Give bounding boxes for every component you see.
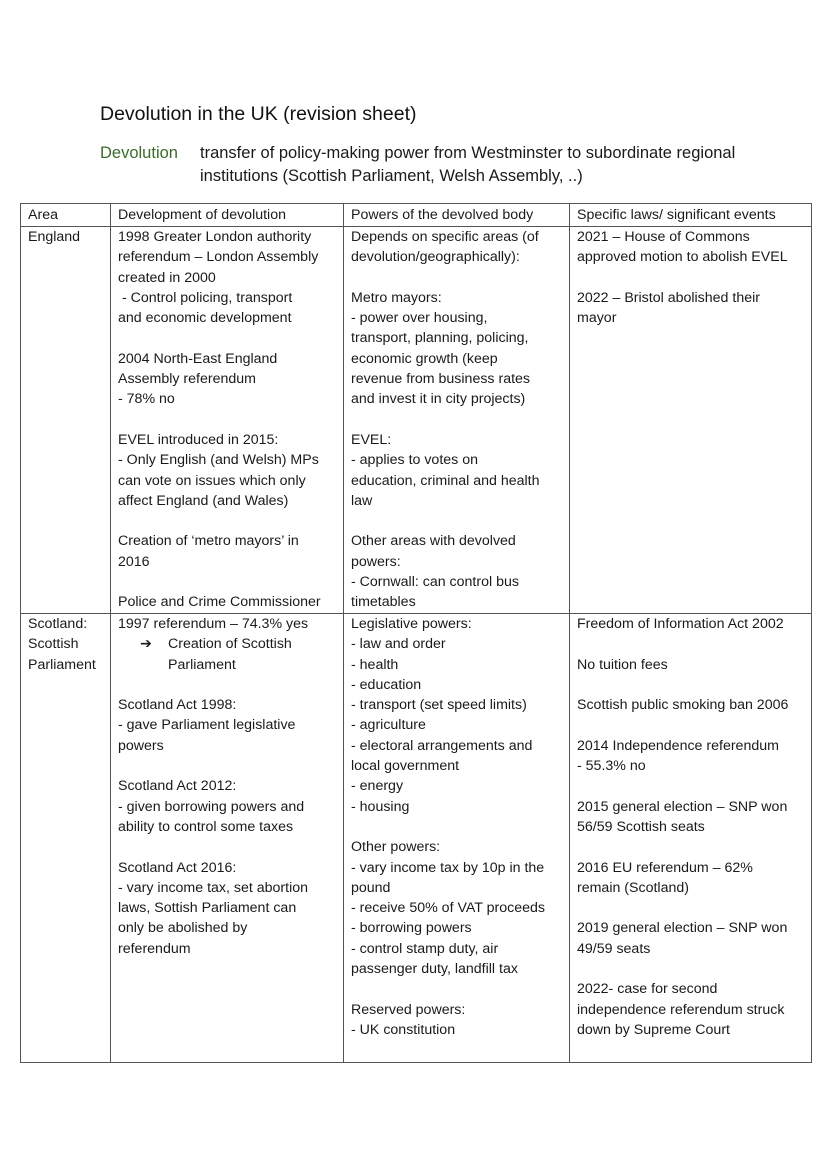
text-line: economic growth (keep	[351, 350, 498, 367]
text-line: Assembly referendum	[118, 371, 256, 388]
development-intro: 1997 referendum – 74.3% yes	[118, 616, 309, 632]
text-line: 2021 – House of Commons	[577, 229, 750, 245]
header-development: Development of devolution	[111, 204, 344, 227]
right-arrow-icon: ➔	[140, 636, 152, 653]
text-line: education, criminal and health	[351, 472, 540, 489]
text-line	[577, 715, 807, 735]
text-line: - 55.3% no	[577, 758, 646, 775]
text-line	[577, 776, 807, 796]
text-line: approved motion to abolish EVEL	[577, 249, 788, 266]
text-line: - control stamp duty, air	[351, 940, 499, 957]
text-line: local government	[351, 758, 460, 775]
text-line	[118, 328, 339, 348]
text-line: Creation of Scottish	[168, 636, 292, 653]
text-line: Other areas with devolved	[351, 533, 516, 550]
text-line: 1998 Greater London authority	[118, 229, 312, 245]
text-line: mayor	[577, 310, 617, 327]
text-line: law	[351, 492, 373, 509]
table-row-england	[21, 227, 812, 614]
header-events: Specific laws/ significant events	[570, 204, 812, 227]
table-row-scotland	[21, 614, 812, 1063]
text-line: - Cornwall: can control bus	[351, 574, 519, 591]
text-line: - gave Parliament legislative	[118, 717, 296, 734]
text-line: Legislative powers:	[351, 616, 472, 632]
text-line: Metro mayors:	[351, 289, 442, 306]
text-line	[577, 837, 807, 857]
text-line: independence referendum struck	[577, 1001, 785, 1018]
cell-area	[21, 227, 111, 614]
text-line: - power over housing,	[351, 310, 488, 327]
cell-development	[111, 614, 344, 1063]
text-line	[118, 511, 339, 531]
text-line: - energy	[351, 778, 404, 795]
text-line	[351, 979, 565, 999]
text-line	[118, 572, 339, 592]
text-line: - 78% no	[118, 391, 175, 408]
text-line: Scotland Act 2012:	[118, 778, 237, 795]
text-line: - electoral arrangements and	[351, 737, 533, 754]
text-line: Creation of ‘metro mayors’ in	[118, 533, 299, 550]
text-line: passenger duty, landfill tax	[351, 961, 518, 978]
text-line	[577, 675, 807, 695]
header-powers: Powers of the devolved body	[344, 204, 570, 227]
arrow-bullet	[118, 634, 339, 675]
text-line: Parliament	[168, 656, 236, 673]
text-line: 2022 – Bristol abolished their	[577, 289, 760, 306]
text-line: down by Supreme Court	[577, 1021, 730, 1038]
text-line: England	[28, 229, 81, 245]
text-line: remain (Scotland)	[577, 879, 689, 896]
text-line: Other powers:	[351, 839, 441, 856]
text-line: 2022- case for second	[577, 981, 718, 998]
cell-powers	[344, 227, 570, 614]
text-line: Scotland Act 1998:	[118, 697, 237, 714]
arrow-bullet-text	[168, 634, 292, 675]
cell-development	[111, 227, 344, 614]
text-line: - housing	[351, 798, 410, 815]
text-line: Scotland Act 2016:	[118, 859, 237, 876]
text-line	[118, 756, 339, 776]
text-line: 2016	[118, 553, 150, 570]
revision-table	[20, 203, 812, 1063]
text-line	[351, 817, 565, 837]
text-line: - education	[351, 676, 422, 693]
text-line: EVEL introduced in 2015:	[118, 431, 279, 448]
text-line: Scottish	[28, 636, 79, 653]
text-line: devolution/geographically):	[351, 249, 520, 266]
text-line: only be abolished by	[118, 920, 248, 937]
text-line	[118, 410, 339, 430]
text-line: laws, Sottish Parliament can	[118, 900, 297, 917]
text-line	[577, 634, 807, 654]
text-line: Reserved powers:	[351, 1001, 466, 1018]
text-line: can vote on issues which only	[118, 472, 306, 489]
text-line: - transport (set speed limits)	[351, 697, 527, 714]
text-line	[118, 837, 339, 857]
text-line	[351, 268, 565, 288]
text-line	[118, 675, 339, 695]
definition-term: Devolution	[100, 144, 178, 162]
text-line: 2019 general election – SNP won	[577, 920, 788, 937]
text-line: - vary income tax, set abortion	[118, 879, 309, 896]
text-line: - borrowing powers	[351, 920, 472, 937]
header-area: Area	[21, 204, 111, 227]
text-line: timetables	[351, 594, 416, 611]
cell-powers	[344, 614, 570, 1063]
text-line: - receive 50% of VAT proceeds	[351, 900, 545, 917]
text-line: Depends on specific areas (of	[351, 229, 539, 245]
text-line: revenue from business rates	[351, 371, 531, 388]
text-line: referendum	[118, 940, 191, 957]
table-header-row	[21, 204, 812, 227]
text-line: Scotland:	[28, 616, 88, 632]
text-line: transport, planning, policing,	[351, 330, 529, 347]
text-line: - applies to votes on	[351, 452, 478, 469]
text-line	[351, 410, 565, 430]
definition-text: transfer of policy-making power from Westminster to subordinate regional institutions (Scottish Parliament, Welsh Assembly, ..)	[200, 144, 736, 185]
text-line: pound	[351, 879, 391, 896]
text-line: - vary income tax by 10p in the	[351, 859, 545, 876]
text-line	[351, 511, 565, 531]
text-line: - law and order	[351, 636, 446, 653]
text-line: ability to control some taxes	[118, 818, 294, 835]
text-line: - UK constitution	[351, 1021, 456, 1038]
text-line: referendum – London Assembly	[118, 249, 319, 266]
cell-events	[570, 227, 812, 614]
text-line: and invest it in city projects)	[351, 391, 526, 408]
text-line	[577, 898, 807, 918]
text-line: 2014 Independence referendum	[577, 737, 779, 754]
text-line: No tuition fees	[577, 656, 668, 673]
text-line: Police and Crime Commissioner	[118, 594, 321, 611]
text-line: - Control policing, transport	[118, 289, 293, 306]
text-line: powers:	[351, 553, 401, 570]
text-line: - agriculture	[351, 717, 426, 734]
text-line	[577, 268, 807, 288]
text-line: and economic development	[118, 310, 292, 327]
text-line: EVEL:	[351, 431, 392, 448]
cell-events	[570, 614, 812, 1063]
text-line: created in 2000	[118, 269, 216, 286]
text-line: affect England (and Wales)	[118, 492, 289, 509]
text-line: Parliament	[28, 656, 96, 673]
page-title: Devolution in the UK (revision sheet)	[100, 103, 417, 125]
development-notes	[118, 675, 339, 959]
text-line: Scottish public smoking ban 2006	[577, 697, 789, 714]
text-line: 56/59 Scottish seats	[577, 818, 705, 835]
text-line: 49/59 seats	[577, 940, 651, 957]
text-line: - Only English (and Welsh) MPs	[118, 452, 319, 469]
cell-area	[21, 614, 111, 1063]
text-line: 2016 EU referendum – 62%	[577, 859, 753, 876]
text-line: 2015 general election – SNP won	[577, 798, 788, 815]
text-line: powers	[118, 737, 164, 754]
text-line: 2004 North-East England	[118, 350, 278, 367]
text-line: - health	[351, 656, 399, 673]
text-line: - given borrowing powers and	[118, 798, 305, 815]
text-line: Freedom of Information Act 2002	[577, 616, 784, 632]
text-line	[577, 959, 807, 979]
